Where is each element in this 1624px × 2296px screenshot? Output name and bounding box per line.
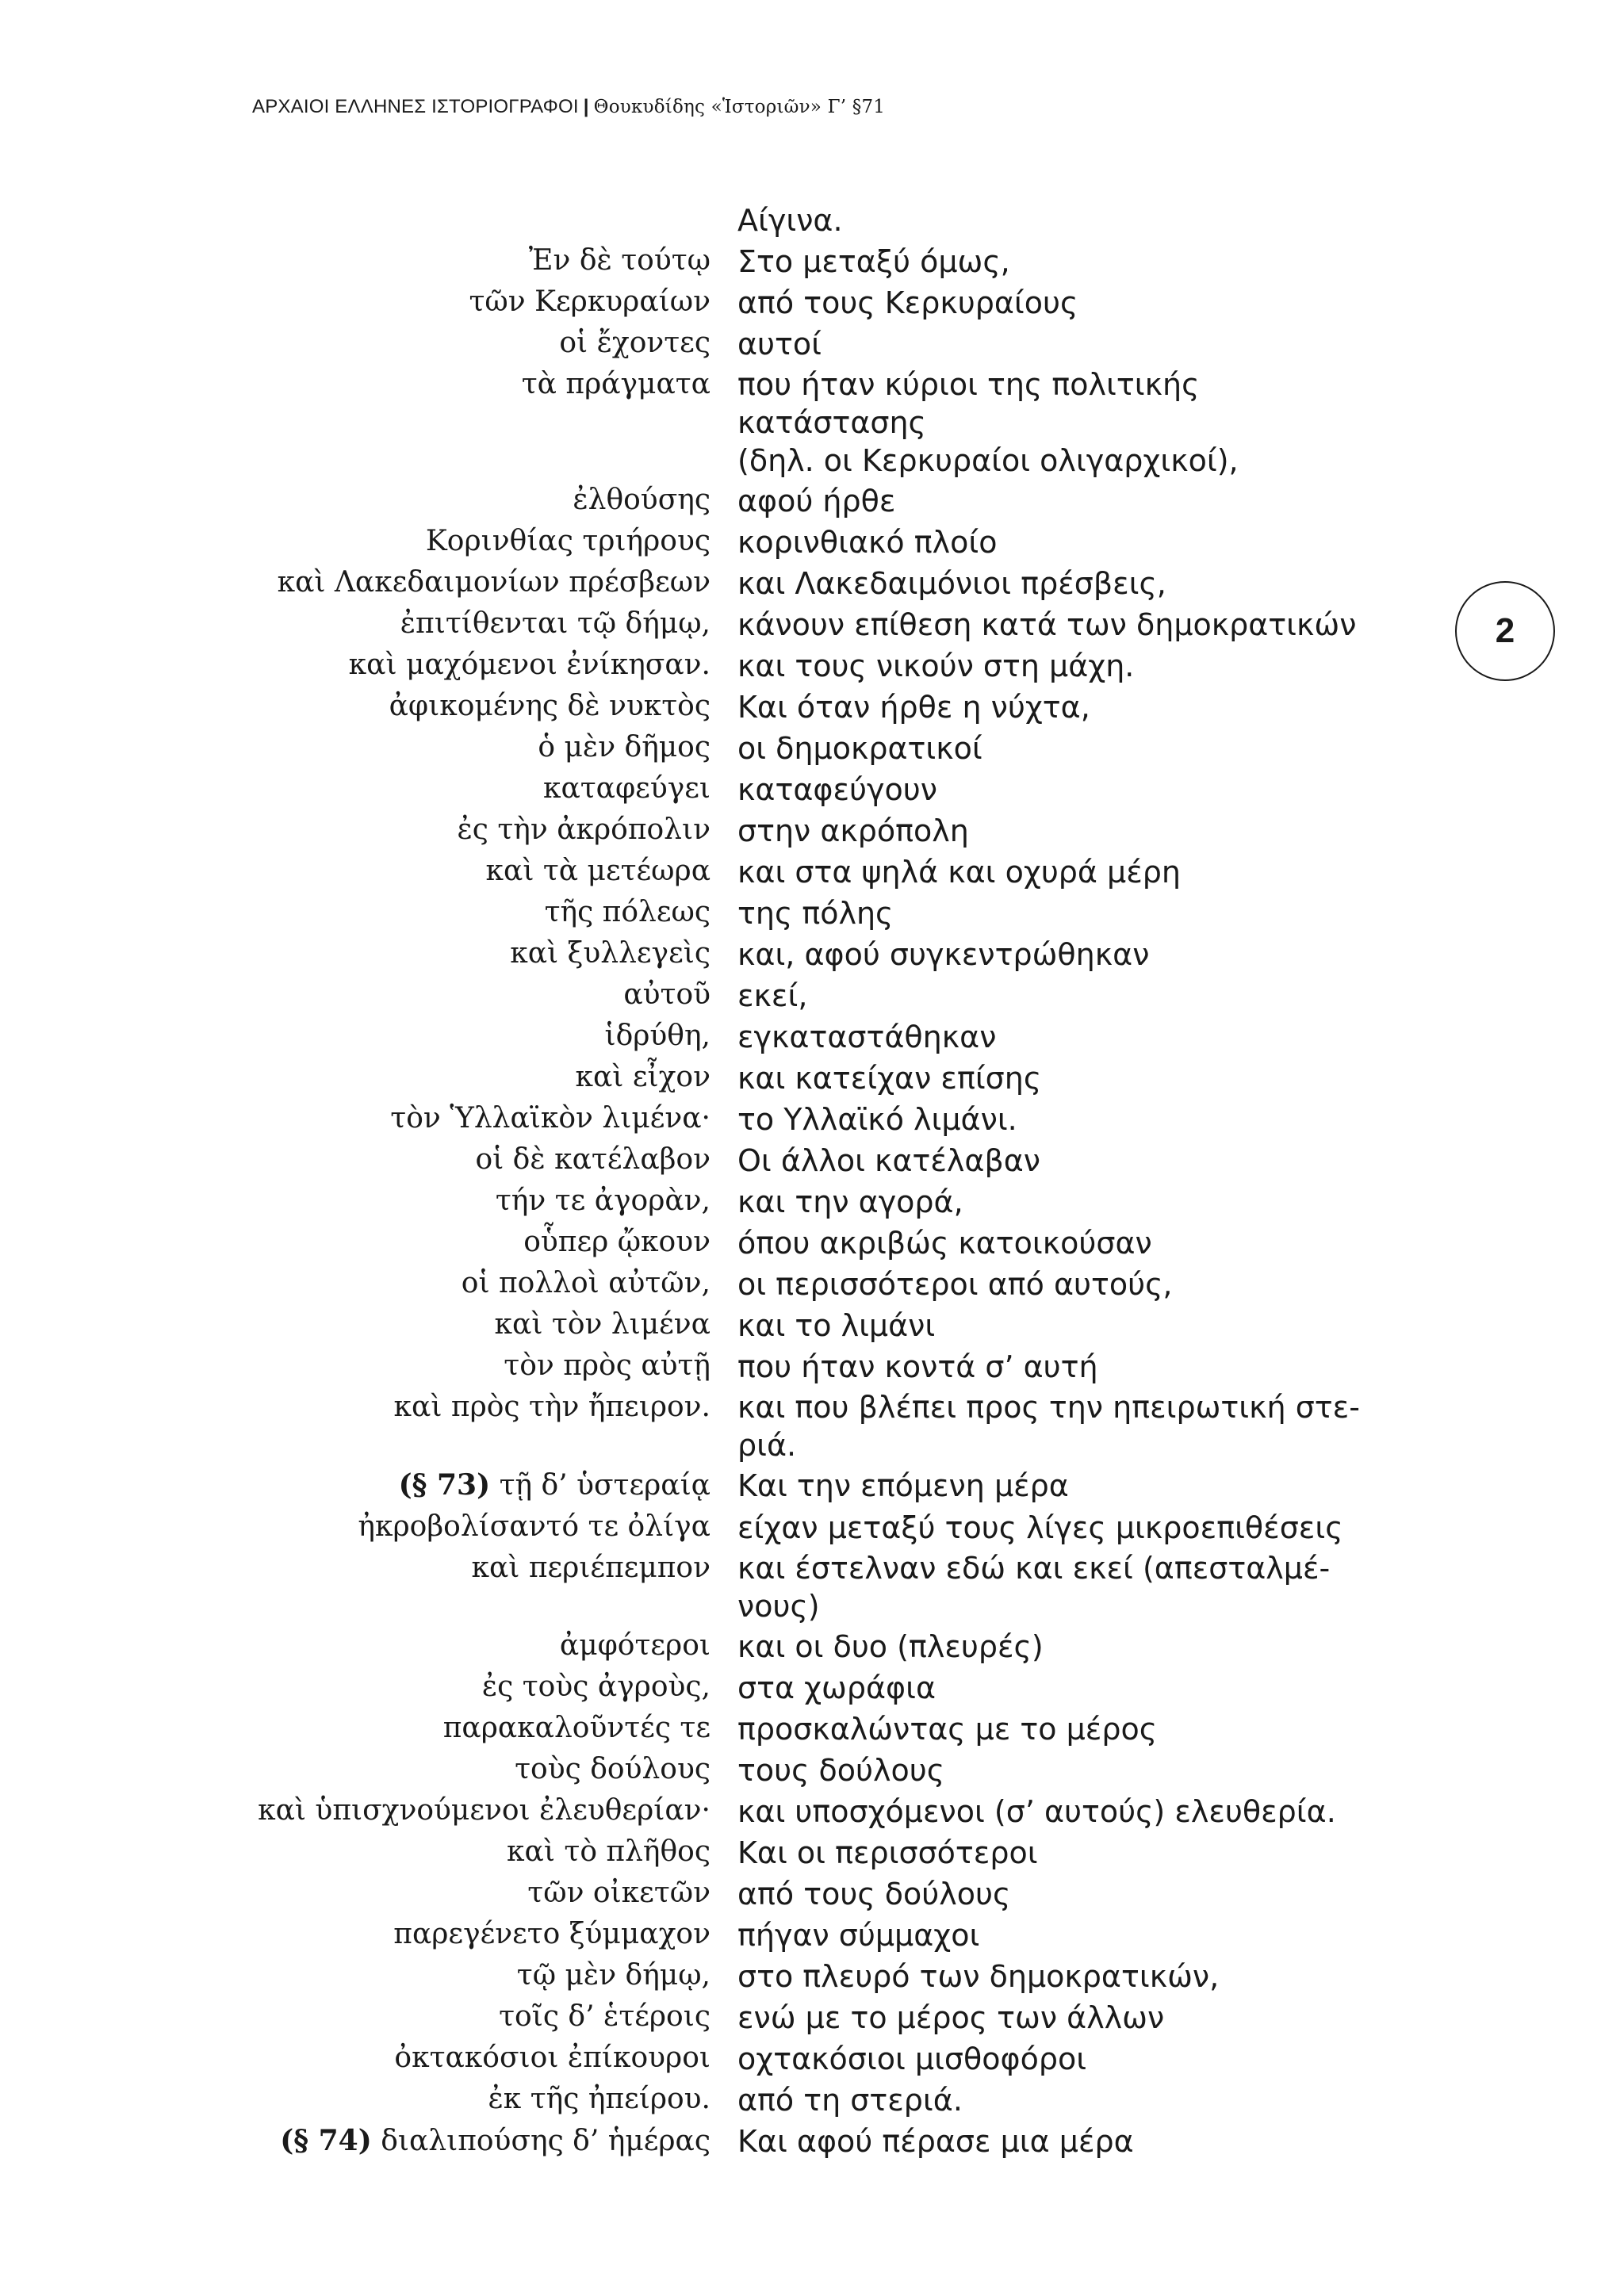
text-row <box>0 199 1624 240</box>
modern-greek-translation: και κατείχαν επίσης <box>737 1061 1042 1096</box>
page-number-badge: 2 <box>1455 581 1555 681</box>
text-row <box>0 1464 1624 1506</box>
ancient-greek-phrase: τοῖς δ’ ἑτέροις <box>499 2000 710 2033</box>
section-reference: (§ 73) <box>398 1468 491 1502</box>
text-row <box>0 2038 1624 2079</box>
ancient-greek-phrase: καὶ εἶχον <box>575 1061 710 1093</box>
ancient-greek-phrase: τήν τε ἀγορὰν, <box>495 1184 710 1217</box>
ancient-greek-text <box>0 1016 737 1057</box>
ancient-greek-phrase: καὶ περιέπεμπον <box>471 1552 710 1584</box>
ancient-greek-text <box>0 1263 737 1304</box>
ancient-greek-text <box>0 480 737 521</box>
text-row <box>0 1749 1624 1790</box>
ancient-greek-phrase: διαλιπούσης δ’ ἡμέρας <box>381 2125 710 2157</box>
modern-greek-translation: είχαν μεταξύ τους λίγες μικροεπιθέσεις <box>737 1510 1343 1545</box>
ancient-greek-phrase: καταφεύγει <box>542 772 710 805</box>
ancient-greek-phrase: ἐς τοὺς ἀγροὺς, <box>481 1670 710 1703</box>
text-row <box>0 562 1624 603</box>
ancient-greek-text <box>0 2120 737 2162</box>
text-row <box>0 892 1624 933</box>
text-row <box>0 1016 1624 1057</box>
section-reference: (§ 74) <box>280 2124 372 2157</box>
ancient-greek-text <box>0 645 737 686</box>
modern-greek-translation: εκεί, <box>737 978 808 1013</box>
ancient-greek-text <box>0 1625 737 1667</box>
ancient-greek-text <box>0 1139 737 1181</box>
modern-greek-translation: και το λιμάνι <box>737 1308 936 1343</box>
ancient-greek-phrase: τὸν Ὑλλαϊκὸν λιμένα· <box>390 1102 710 1135</box>
modern-greek-translation: καταφεύγουν <box>737 772 937 807</box>
ancient-greek-phrase: τῶν οἰκετῶν <box>527 1877 710 1909</box>
text-row <box>0 1304 1624 1345</box>
ancient-greek-phrase: τῶν Κερκυραίων <box>469 285 710 318</box>
text-row <box>0 1506 1624 1548</box>
text-row <box>0 768 1624 809</box>
ancient-greek-text <box>0 521 737 562</box>
ancient-greek-phrase: καὶ τὸν λιμένα <box>494 1308 710 1341</box>
modern-greek-translation: Και αφού πέρασε μια μέρα <box>737 2124 1134 2159</box>
text-row <box>0 851 1624 892</box>
text-row <box>0 1057 1624 1098</box>
ancient-greek-text <box>0 2079 737 2120</box>
modern-greek-translation: το Υλλαϊκό λιμάνι. <box>737 1102 1017 1137</box>
text-row <box>0 1098 1624 1139</box>
ancient-greek-text <box>0 1304 737 1345</box>
ancient-greek-phrase: καὶ ξυλλεγεὶς <box>510 937 710 970</box>
ancient-greek-phrase: Ἐν δὲ τούτῳ <box>528 244 710 277</box>
ancient-greek-phrase: αὐτοῦ <box>623 978 710 1011</box>
ancient-greek-text <box>0 1996 737 2038</box>
modern-greek-translation: που ήταν κοντά σ’ αυτή <box>737 1349 1098 1384</box>
ancient-greek-text <box>0 1749 737 1790</box>
modern-greek-translation: της πόλης <box>737 896 894 931</box>
ancient-greek-text <box>0 851 737 892</box>
modern-greek-translation: εγκαταστάθηκαν <box>737 1020 997 1054</box>
interlinear-translation <box>0 199 1624 2162</box>
ancient-greek-phrase: ἀφικομένης δὲ νυκτὸς <box>389 690 710 722</box>
text-row <box>0 727 1624 768</box>
modern-greek-translation: και που βλέπει προς την ηπειρωτική στε- ριά. <box>737 1390 1360 1463</box>
modern-greek-translation: κορινθιακό πλοίο <box>737 525 998 560</box>
modern-greek-translation: από τη στεριά. <box>737 2083 963 2118</box>
ancient-greek-phrase: τῷ μὲν δήμῳ, <box>516 1959 710 1992</box>
ancient-greek-phrase: οἱ πολλοὶ αὐτῶν, <box>461 1267 710 1299</box>
ancient-greek-text <box>0 974 737 1016</box>
ancient-greek-text <box>0 686 737 727</box>
ancient-greek-text <box>0 1873 737 1914</box>
ancient-greek-text <box>0 768 737 809</box>
text-row <box>0 1873 1624 1914</box>
ancient-greek-text <box>0 240 737 281</box>
modern-greek-translation: και υποσχόμενοι (σ’ αυτούς) ελευθερία. <box>737 1794 1336 1829</box>
text-row <box>0 521 1624 562</box>
text-row <box>0 1625 1624 1667</box>
ancient-greek-text <box>0 1181 737 1222</box>
text-row <box>0 1345 1624 1387</box>
modern-greek-translation: κάνουν επίθεση κατά των δημοκρατικών <box>737 607 1357 642</box>
ancient-greek-text <box>0 364 737 405</box>
modern-greek-translation: αυτοί <box>737 327 822 362</box>
ancient-greek-phrase: τῇ δ’ ὑστεραίᾳ <box>499 1469 710 1502</box>
ancient-greek-phrase: ἱδρύθη, <box>604 1020 710 1052</box>
modern-greek-translation: που ήταν κύριοι της πολιτικής κατάστασης (δηλ. οι Κερκυραίοι ολιγαρχικοί), <box>737 367 1239 478</box>
ancient-greek-phrase: Κορινθίας τριήρους <box>425 525 710 557</box>
text-row <box>0 1548 1624 1625</box>
ancient-greek-text <box>0 892 737 933</box>
ancient-greek-phrase: τὸν πρὸς αὐτῇ <box>504 1349 710 1382</box>
modern-greek-translation: και έστελναν εδώ και εκεί (απεσταλμέ- νους) <box>737 1551 1331 1624</box>
text-row <box>0 281 1624 323</box>
ancient-greek-phrase: τὰ πράγματα <box>521 368 710 400</box>
modern-greek-translation: πήγαν σύμμαχοι <box>737 1918 980 1953</box>
ancient-greek-text <box>0 1667 737 1708</box>
ancient-greek-phrase: ἐκ τῆς ἠπείρου. <box>488 2083 710 2115</box>
ancient-greek-phrase: ἐλθούσης <box>573 484 710 516</box>
ancient-greek-text <box>0 1506 737 1548</box>
text-row <box>0 1955 1624 1996</box>
modern-greek-translation: οι περισσότεροι από αυτούς, <box>737 1267 1173 1302</box>
ancient-greek-text <box>0 1464 737 1506</box>
text-row <box>0 2079 1624 2120</box>
text-row <box>0 1222 1624 1263</box>
ancient-greek-phrase: τοὺς δούλους <box>515 1753 710 1785</box>
modern-greek-translation: οι δημοκρατικοί <box>737 731 982 766</box>
text-row <box>0 1139 1624 1181</box>
ancient-greek-phrase: παρεγένετο ξύμμαχον <box>393 1918 710 1950</box>
modern-greek-translation: τους δούλους <box>737 1753 945 1788</box>
ancient-greek-phrase: καὶ ὑπισχνούμενοι ἐλευθερίαν· <box>258 1794 710 1827</box>
ancient-greek-phrase: ἠκροβολίσαντό τε ὀλίγα <box>358 1510 710 1543</box>
ancient-greek-phrase: οὗπερ ᾤκουν <box>523 1226 710 1258</box>
header-work-title: Θουκυδίδης «Ἱστοριῶν» Γ’ §71 <box>593 97 886 117</box>
ancient-greek-phrase: οἱ δὲ κατέλαβον <box>475 1143 710 1176</box>
text-row <box>0 1790 1624 1831</box>
modern-greek-translation: στο πλευρό των δημοκρατικών, <box>737 1959 1220 1994</box>
modern-greek-translation: αφού ήρθε <box>737 484 896 519</box>
ancient-greek-text <box>0 1831 737 1873</box>
header-series-title: ΑΡΧΑΙΟΙ ΕΛΛΗΝΕΣ ΙΣΤΟΡΙΟΓΡΑΦΟΙ <box>252 96 579 117</box>
modern-greek-translation: Στο μεταξύ όμως, <box>737 244 1010 279</box>
ancient-greek-text <box>0 1098 737 1139</box>
modern-greek-translation: και στα ψηλά και οχυρά μέρη <box>737 855 1181 890</box>
text-row <box>0 809 1624 851</box>
ancient-greek-phrase: ὀκτακόσιοι ἐπίκουροι <box>394 2042 710 2074</box>
modern-greek-translation: και οι δυο (πλευρές) <box>737 1629 1044 1664</box>
ancient-greek-phrase: καὶ μαχόμενοι ἐνίκησαν. <box>348 649 710 681</box>
ancient-greek-phrase: ἐς τὴν ἀκρόπολιν <box>457 813 710 846</box>
modern-greek-translation: και την αγορά, <box>737 1184 963 1219</box>
modern-greek-translation: Και οι περισσότεροι <box>737 1835 1038 1870</box>
ancient-greek-text <box>0 727 737 768</box>
ancient-greek-text <box>0 603 737 645</box>
modern-greek-translation: από τους δούλους <box>737 1877 1011 1911</box>
text-row <box>0 323 1624 364</box>
modern-greek-translation: Αίγινα. <box>737 203 843 238</box>
text-row <box>0 1708 1624 1749</box>
ancient-greek-phrase: καὶ πρὸς τὴν ἤπειρον. <box>393 1391 710 1423</box>
ancient-greek-phrase: τῆς πόλεως <box>544 896 710 928</box>
ancient-greek-text <box>0 1790 737 1831</box>
ancient-greek-phrase: οἱ ἔχοντες <box>559 327 710 359</box>
ancient-greek-phrase: καὶ τὰ μετέωρα <box>485 855 710 887</box>
text-row <box>0 480 1624 521</box>
ancient-greek-phrase: ἀμφότεροι <box>559 1629 710 1662</box>
ancient-greek-text <box>0 1387 737 1428</box>
ancient-greek-text <box>0 809 737 851</box>
ancient-greek-phrase: ἐπιτίθενται τῷ δήμῳ, <box>400 607 710 640</box>
ancient-greek-text <box>0 323 737 364</box>
modern-greek-translation: και τους νικούν στη μάχη. <box>737 649 1135 683</box>
ancient-greek-text <box>0 2038 737 2079</box>
text-row <box>0 364 1624 480</box>
ancient-greek-text <box>0 1914 737 1955</box>
ancient-greek-text <box>0 933 737 974</box>
text-row <box>0 645 1624 686</box>
text-row <box>0 686 1624 727</box>
modern-greek-translation: στα χωράφια <box>737 1670 936 1705</box>
running-header <box>252 94 885 121</box>
text-row <box>0 1181 1624 1222</box>
text-row <box>0 1387 1624 1464</box>
ancient-greek-text <box>0 1548 737 1589</box>
modern-greek-translation: και Λακεδαιμόνιοι πρέσβεις, <box>737 566 1166 601</box>
text-row <box>0 974 1624 1016</box>
ancient-greek-text <box>0 1345 737 1387</box>
modern-greek-translation: Και την επόμενη μέρα <box>737 1468 1069 1503</box>
modern-greek-translation: προσκαλώντας με το μέρος <box>737 1712 1158 1747</box>
header-separator: | <box>583 96 589 117</box>
text-row <box>0 2120 1624 2162</box>
ancient-greek-text <box>0 281 737 323</box>
ancient-greek-text <box>0 1955 737 1996</box>
text-row <box>0 1263 1624 1304</box>
text-row <box>0 1914 1624 1955</box>
modern-greek-translation: όπου ακριβώς κατοικούσαν <box>737 1226 1152 1261</box>
modern-greek-translation: και, αφού συγκεντρώθηκαν <box>737 937 1150 972</box>
text-row <box>0 1667 1624 1708</box>
ancient-greek-phrase: καὶ Λακεδαιμονίων πρέσβεων <box>277 566 710 599</box>
text-row <box>0 240 1624 281</box>
ancient-greek-text <box>0 1057 737 1098</box>
text-row <box>0 933 1624 974</box>
ancient-greek-text <box>0 1222 737 1263</box>
modern-greek-translation: στην ακρόπολη <box>737 813 969 848</box>
ancient-greek-text <box>0 1708 737 1749</box>
modern-greek-translation: οχτακόσιοι μισθοφόροι <box>737 2042 1087 2076</box>
text-row <box>0 603 1624 645</box>
modern-greek-translation: Οι άλλοι κατέλαβαν <box>737 1143 1040 1178</box>
ancient-greek-text <box>0 562 737 603</box>
ancient-greek-phrase: καὶ τὸ πλῆθος <box>507 1835 710 1868</box>
text-row <box>0 1996 1624 2038</box>
text-row <box>0 1831 1624 1873</box>
ancient-greek-phrase: παρακαλοῦντές τε <box>442 1712 710 1744</box>
modern-greek-translation: ενώ με το μέρος των άλλων <box>737 2000 1165 2035</box>
modern-greek-translation: Και όταν ήρθε η νύχτα, <box>737 690 1090 725</box>
ancient-greek-phrase: ὁ μὲν δῆμος <box>538 731 710 763</box>
modern-greek-translation: από τους Κερκυραίους <box>737 285 1078 320</box>
